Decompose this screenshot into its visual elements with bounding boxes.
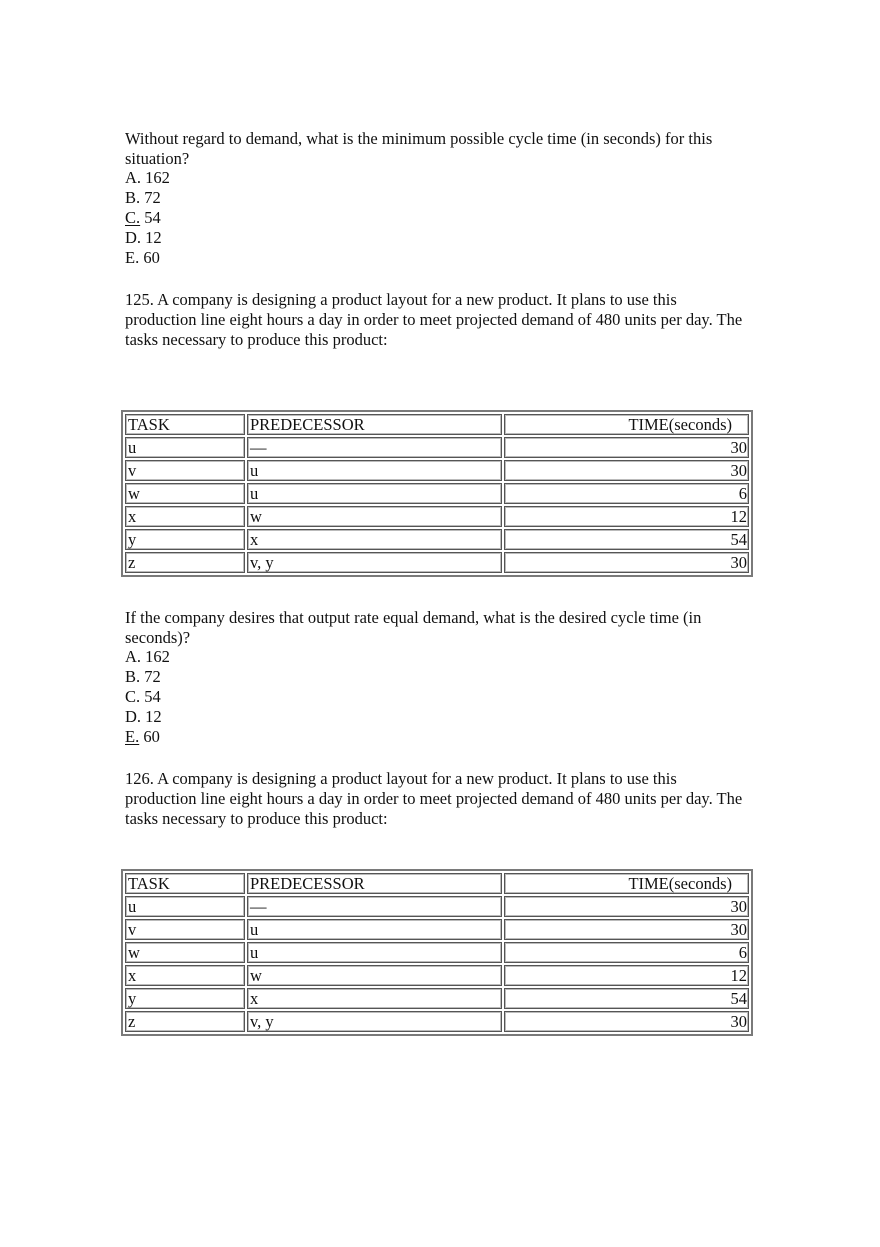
intro-line: tasks necessary to produce this product: [125,330,388,349]
cell-predecessor: u [247,460,502,481]
header-task: TASK [125,414,245,435]
cell-task: w [125,483,245,504]
table-header-row [125,414,749,435]
intro-line: production line eight hours a day in order to meet projected demand of 480 units per day. The [125,789,743,808]
option-text: 162 [145,647,170,666]
question-line: Without regard to demand, what is the minimum possible cycle time (in seconds) for this [125,129,713,148]
option-b [125,188,785,208]
cell-predecessor: — [247,437,502,458]
option-text: 72 [144,667,161,686]
cell-task: v [125,919,245,940]
q124-question [125,129,785,169]
table-row [125,552,749,573]
cell-time: 12 [504,965,749,986]
intro-line: 125. A company is designing a product layout for a new product. It plans to use this [125,290,677,309]
cell-predecessor: u [247,919,502,940]
header-predecessor: PREDECESSOR [247,414,502,435]
table-row [125,988,749,1009]
cell-task: y [125,529,245,550]
option-text: 12 [145,228,162,247]
table-row [125,965,749,986]
option-letter-marked: E. [125,727,140,746]
cell-task: x [125,506,245,527]
header-time: TIME(seconds) [504,873,749,894]
cell-time: 30 [504,437,749,458]
option-letter-marked: C. [125,208,141,227]
intro-line: production line eight hours a day in order to meet projected demand of 480 units per day. The [125,310,743,329]
table-row [125,483,749,504]
option-d [125,228,785,248]
option-text: 12 [145,707,162,726]
q125-options [125,647,785,747]
cell-predecessor: w [247,506,502,527]
option-c [125,208,785,228]
option-text: 60 [143,248,160,267]
table-row [125,460,749,481]
table-row [125,919,749,940]
q126-task-table [121,869,753,1036]
header-task: TASK [125,873,245,894]
cell-task: z [125,1011,245,1032]
option-letter: B. [125,667,141,686]
table-row [125,1011,749,1032]
cell-time: 54 [504,529,749,550]
q124-options [125,168,785,268]
option-text: 60 [143,727,160,746]
option-letter: A. [125,647,142,666]
header-time: TIME(seconds) [504,414,749,435]
cell-predecessor: v, y [247,1011,502,1032]
q126-intro [125,769,785,829]
option-letter: E. [125,248,140,267]
q125-intro [125,290,785,350]
table-row [125,437,749,458]
cell-predecessor: — [247,896,502,917]
cell-predecessor: u [247,483,502,504]
option-b [125,667,785,687]
q125-question [125,608,785,648]
option-e [125,248,785,268]
question-line: seconds)? [125,628,191,647]
question-line: If the company desires that output rate equal demand, what is the desired cycle time (in [125,608,702,627]
cell-task: y [125,988,245,1009]
cell-predecessor: u [247,942,502,963]
option-c [125,687,785,707]
cell-predecessor: v, y [247,552,502,573]
q125-task-table [121,410,753,577]
option-e [125,727,785,747]
table-row [125,506,749,527]
option-a [125,647,785,667]
intro-line: tasks necessary to produce this product: [125,809,388,828]
option-text: 54 [144,208,161,227]
intro-line: 126. A company is designing a product layout for a new product. It plans to use this [125,769,677,788]
cell-time: 54 [504,988,749,1009]
cell-time: 30 [504,1011,749,1032]
cell-time: 6 [504,942,749,963]
cell-task: u [125,896,245,917]
header-predecessor: PREDECESSOR [247,873,502,894]
cell-predecessor: w [247,965,502,986]
option-letter: D. [125,228,142,247]
cell-time: 30 [504,460,749,481]
cell-task: z [125,552,245,573]
table-row [125,529,749,550]
cell-task: w [125,942,245,963]
cell-time: 30 [504,919,749,940]
option-letter: B. [125,188,141,207]
cell-task: x [125,965,245,986]
cell-task: v [125,460,245,481]
option-text: 162 [145,168,170,187]
question-line: situation? [125,149,190,168]
table-header-row [125,873,749,894]
cell-time: 30 [504,552,749,573]
option-letter: C. [125,687,141,706]
option-letter: A. [125,168,142,187]
cell-task: u [125,437,245,458]
option-text: 54 [144,687,161,706]
table-row [125,942,749,963]
option-a [125,168,785,188]
option-d [125,707,785,727]
cell-predecessor: x [247,988,502,1009]
option-text: 72 [144,188,161,207]
table-row [125,896,749,917]
cell-time: 30 [504,896,749,917]
cell-time: 6 [504,483,749,504]
cell-time: 12 [504,506,749,527]
option-letter: D. [125,707,142,726]
cell-predecessor: x [247,529,502,550]
